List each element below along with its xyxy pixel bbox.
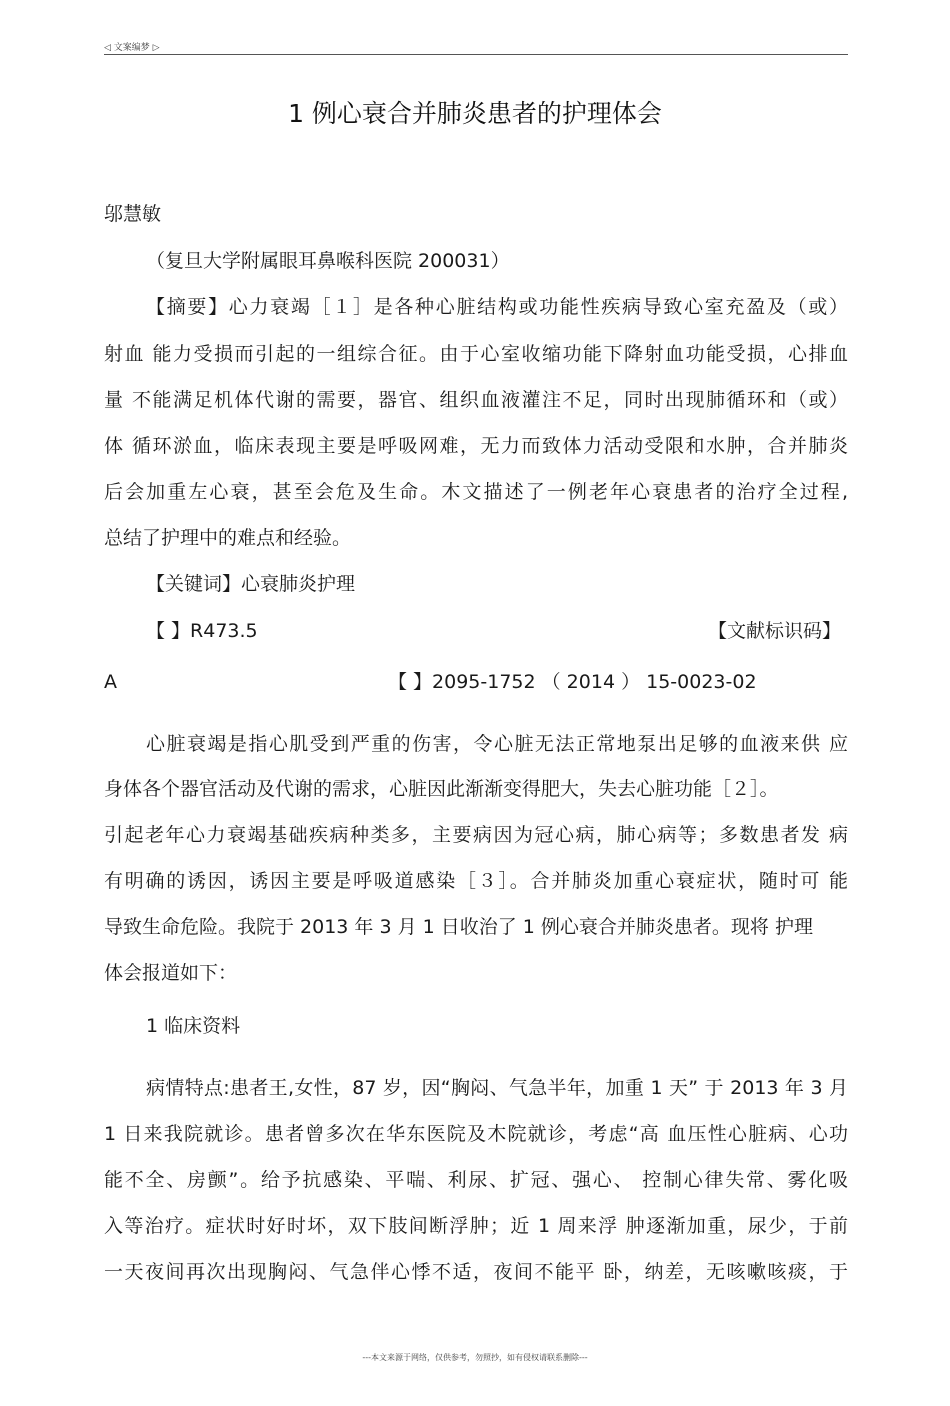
body-line: 导致生命危险。我院于 2013 年 3 月 1 日收治了 1 例心衰合并肺炎患者。现将 护理 — [104, 916, 813, 938]
classification-number: 【 】R473.5 — [146, 620, 258, 642]
body-line: 一天夜间再次出现胸闷、气急伴心悸不适，夜间不能平 卧，纳差，无咳嗽咳痰，于 — [104, 1261, 848, 1283]
abstract-line: 量 不能满足机体代谢的需要，器官、组织血液灌注不足，同时出现肺循环和（或） — [104, 389, 848, 411]
body-line: 引起老年心力衰竭基础疾病种类多，主要病因为冠心病，肺心病等；多数患者发 病 — [104, 824, 848, 846]
abstract-line: 射血 能力受损而引起的一组综合征。由于心室收缩功能下降射血功能受损，心排血 — [104, 343, 848, 365]
header-rule — [104, 54, 848, 55]
document-identifier-label: 【文献标识码】 — [708, 620, 842, 642]
body-line: 1 日来我院就诊。患者曾多次在华东医院及木院就诊，考虑“高 血压性心脏病、心功 — [104, 1123, 848, 1145]
body-line: 身体各个器官活动及代谢的需求，心脏因此渐渐变得肥大，失去心脏功能［２］。 — [104, 778, 779, 800]
body-line: 病情特点:患者王,女性，87 岁，因“胸闷、气急半年，加重 1 天” 于 2013 年 3 月 — [146, 1077, 848, 1099]
abstract-line: 【摘要】心力衰竭［１］是各种心脏结构或功能性疾病导致心室充盈及（或） — [146, 296, 848, 318]
abstract-line: 总结了护理中的难点和经验。 — [104, 527, 352, 549]
document-title: 1 例心衰合并肺炎患者的护理体会 — [288, 99, 662, 128]
keywords: 【关键词】心衰肺炎护理 — [146, 573, 356, 595]
abstract-line: 后会加重左心衰，甚至会危及生命。木文描述了一例老年心衰患者的治疗全过程, — [104, 481, 848, 503]
footer-notice: ---本文来源于网络，仅供参考，勿照抄，如有侵权请联系删除--- — [362, 1353, 588, 1362]
body-line: 能不全、房颤”。给予抗感染、平喘、利尿、扩冠、强心、 控制心律失常、雾化吸 — [104, 1169, 848, 1191]
section-heading: 1 临床资料 — [146, 1015, 241, 1037]
document-identifier-code: A — [104, 671, 117, 693]
header-mark: ◁ 文案编梦 ▷ — [104, 43, 160, 53]
author-affiliation: （复旦大学附属眼耳鼻喉科医院 200031） — [146, 250, 510, 272]
body-line: 入等治疗。症状时好时坏，双下肢间断浮肿；近 1 周来浮 肿逐渐加重，尿少，于前 — [104, 1215, 848, 1237]
body-line: 有明确的诱因，诱因主要是呼吸道感染［３］。合并肺炎加重心衰症状，随时可 能 — [104, 870, 848, 892]
author-name: 邬慧敏 — [104, 203, 162, 225]
body-line: 体会报道如下： — [104, 962, 238, 984]
abstract-line: 体 循环淤血，临床表现主要是呼吸网难，无力而致体力活动受限和水肿，合并肺炎 — [104, 435, 848, 457]
article-number: 【 】2095-1752 （ 2014 ） 15-0023-02 — [388, 671, 757, 693]
body-line: 心脏衰竭是指心肌受到严重的伤害，令心脏无法正常地泵出足够的血液来供 应 — [146, 733, 848, 755]
